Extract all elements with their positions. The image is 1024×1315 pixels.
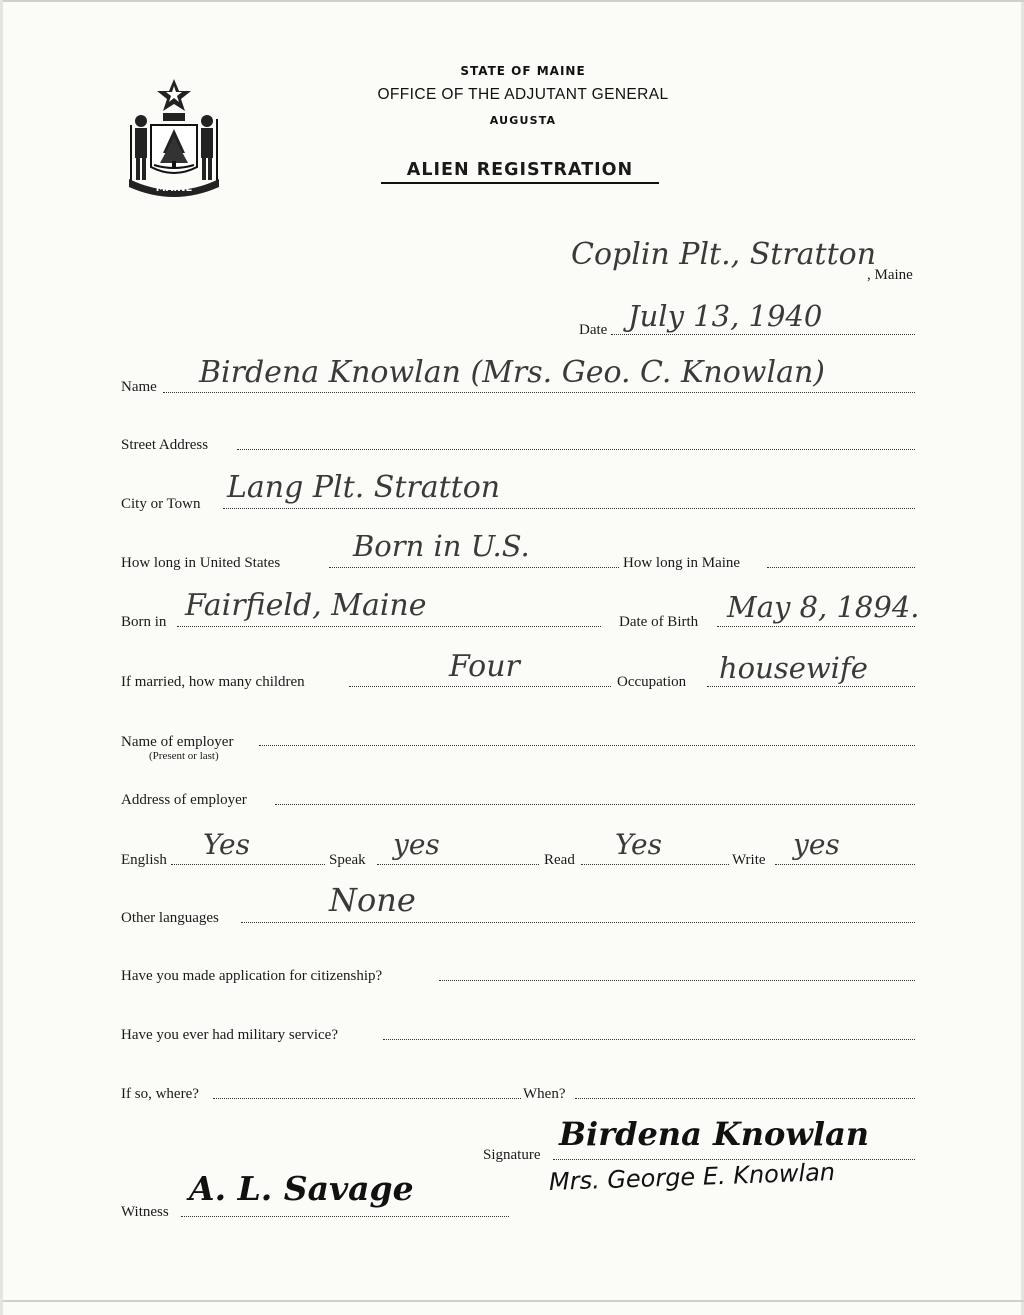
born-in-label: Born in bbox=[121, 614, 167, 630]
children-label: If married, how many children bbox=[121, 674, 305, 690]
street-line[interactable] bbox=[237, 449, 915, 450]
military-label: Have you ever had military service? bbox=[121, 1027, 338, 1043]
scan-edge-top bbox=[3, 0, 1024, 2]
write-label: Write bbox=[732, 852, 766, 868]
witness-value: A. L. Savage bbox=[189, 1169, 414, 1208]
other-languages-value: None bbox=[329, 881, 416, 919]
military-line[interactable] bbox=[383, 1039, 915, 1040]
english-label: English bbox=[121, 852, 167, 868]
signature-label: Signature bbox=[483, 1147, 541, 1163]
date-value: July 13, 1940 bbox=[628, 299, 823, 333]
dob-line[interactable] bbox=[717, 626, 915, 627]
date-line[interactable] bbox=[611, 334, 915, 335]
office-heading: OFFICE OF THE ADJUTANT GENERAL bbox=[377, 86, 669, 103]
maine-seal-icon bbox=[121, 75, 227, 201]
employer-address-label: Address of employer bbox=[121, 792, 247, 808]
born-in-value: Fairfield, Maine bbox=[185, 588, 427, 623]
name-label: Name bbox=[121, 379, 157, 395]
how-long-maine-line[interactable] bbox=[767, 567, 915, 568]
witness-label: Witness bbox=[121, 1204, 169, 1220]
signature-line2: Mrs. George E. Knowlan bbox=[548, 1158, 836, 1196]
citizenship-line[interactable] bbox=[439, 980, 915, 981]
read-line[interactable] bbox=[581, 864, 729, 865]
city-value: Lang Plt. Stratton bbox=[227, 470, 501, 505]
how-long-us-line[interactable] bbox=[329, 567, 619, 568]
signature-line[interactable] bbox=[553, 1159, 915, 1160]
date-label: Date bbox=[579, 322, 608, 338]
write-value: yes bbox=[793, 828, 840, 861]
employer-label: Name of employer bbox=[121, 734, 234, 750]
where-label: If so, where? bbox=[121, 1086, 199, 1102]
write-line[interactable] bbox=[775, 864, 915, 865]
occupation-value: housewife bbox=[719, 651, 868, 685]
read-label: Read bbox=[544, 852, 575, 868]
seal-ribbon-text: MAINE bbox=[155, 183, 193, 194]
when-line[interactable] bbox=[575, 1098, 915, 1099]
street-label: Street Address bbox=[121, 437, 209, 453]
speak-line[interactable] bbox=[377, 864, 539, 865]
dob-value: May 8, 1894. bbox=[727, 590, 920, 624]
english-line[interactable] bbox=[171, 864, 325, 865]
speak-label: Speak bbox=[329, 852, 366, 868]
location-state-label: , Maine bbox=[867, 267, 913, 283]
other-languages-line[interactable] bbox=[241, 922, 915, 923]
location-value: Coplin Plt., Stratton bbox=[571, 237, 877, 272]
state-heading: STATE OF MAINE bbox=[460, 64, 586, 78]
employer-address-line[interactable] bbox=[275, 804, 915, 805]
born-in-line[interactable] bbox=[177, 626, 601, 627]
city-label: City or Town bbox=[121, 496, 201, 512]
city-heading: AUGUSTA bbox=[489, 114, 557, 127]
witness-line[interactable] bbox=[181, 1216, 509, 1217]
name-line[interactable] bbox=[163, 392, 915, 393]
scan-edge-bottom bbox=[3, 1300, 1024, 1302]
city-line[interactable] bbox=[223, 508, 915, 509]
name-value: Birdena Knowlan (Mrs. Geo. C. Knowlan) bbox=[199, 355, 825, 390]
occupation-line[interactable] bbox=[707, 686, 915, 687]
employer-line[interactable] bbox=[259, 745, 915, 746]
read-value: Yes bbox=[615, 828, 662, 861]
how-long-us-value: Born in U.S. bbox=[353, 529, 530, 563]
other-languages-label: Other languages bbox=[121, 910, 219, 926]
children-line[interactable] bbox=[349, 686, 611, 687]
children-value: Four bbox=[449, 649, 520, 684]
signature-line1: Birdena Knowlan bbox=[559, 1115, 870, 1153]
citizenship-label: Have you made application for citizenship? bbox=[121, 968, 383, 984]
employer-sublabel: (Present or last) bbox=[149, 750, 219, 762]
speak-value: yes bbox=[393, 828, 440, 861]
how-long-maine-label: How long in Maine bbox=[623, 555, 741, 571]
english-value: Yes bbox=[203, 828, 250, 861]
form-title: ALIEN REGISTRATION bbox=[381, 160, 659, 184]
how-long-us-label: How long in United States bbox=[121, 555, 281, 571]
where-line[interactable] bbox=[213, 1098, 521, 1099]
dob-label: Date of Birth bbox=[619, 614, 699, 630]
occupation-label: Occupation bbox=[617, 674, 687, 690]
when-label: When? bbox=[523, 1086, 566, 1102]
